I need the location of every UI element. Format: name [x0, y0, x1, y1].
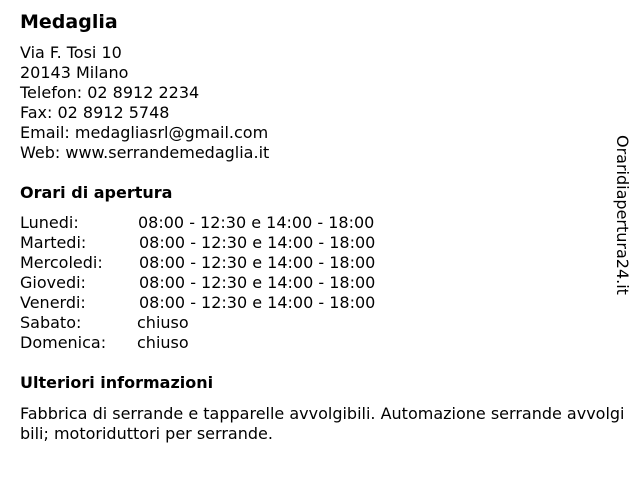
opening-hours-title: Orari di apertura: [20, 183, 173, 202]
side-site-label: Oraridiapertura24.it: [613, 135, 632, 295]
time-value: 08:00 - 12:30 e 14:00 - 18:00: [139, 293, 376, 312]
time-value: 08:00 - 12:30 e 14:00 - 18:00: [138, 213, 375, 232]
day-label: Martedi:: [20, 233, 87, 252]
day-label: Lunedi:: [20, 213, 79, 232]
time-value: 08:00 - 12:30 e 14:00 - 18:00: [139, 233, 376, 252]
email-line: Email: medagliasrl@gmail.com: [20, 123, 269, 142]
time-value: 08:00 - 12:30 e 14:00 - 18:00: [139, 253, 376, 272]
further-info-title: Ulteriori informazioni: [20, 373, 214, 392]
day-label: Venerdi:: [20, 293, 86, 312]
further-info-text: Fabbrica di serrande e tapparelle avvolgibili. Automazione serrande avvolgibili; motoriduttori per serrande.: [20, 404, 625, 443]
day-label: Domenica:: [20, 333, 107, 352]
address-line-city: 20143 Milano: [20, 63, 129, 82]
contact-block: [20, 43, 269, 163]
phone-line: Telefon: 02 8912 2234: [20, 83, 200, 102]
time-value: chiuso: [137, 313, 189, 332]
address-line-street: Via F. Tosi 10: [20, 43, 122, 62]
fax-line: Fax: 02 8912 5748: [20, 103, 170, 122]
day-label: Sabato:: [20, 313, 82, 332]
web-line: Web: www.serrandemedaglia.it: [20, 143, 270, 162]
business-name: Medaglia: [20, 11, 118, 33]
time-value: 08:00 - 12:30 e 14:00 - 18:00: [139, 273, 376, 292]
time-value: chiuso: [137, 333, 189, 352]
day-label: Giovedi:: [20, 273, 86, 292]
day-label: Mercoledi:: [20, 253, 103, 272]
